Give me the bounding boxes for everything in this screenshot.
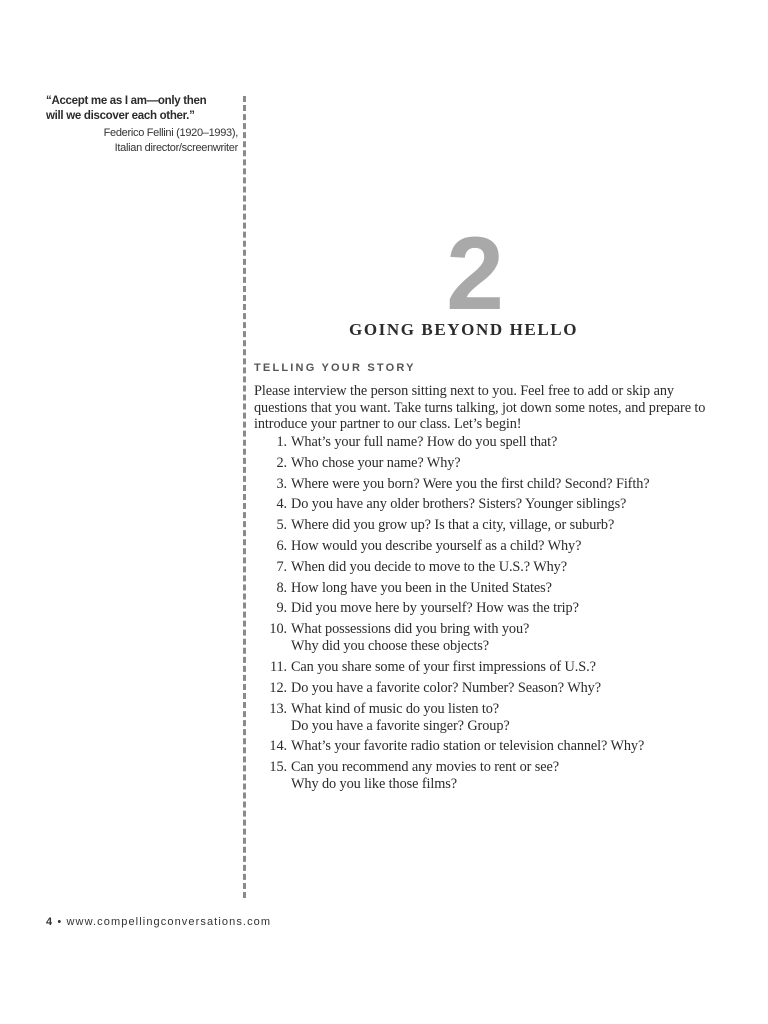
question-number: 6. xyxy=(276,537,287,554)
question-item xyxy=(254,434,714,451)
question-text: How long have you been in the United States? xyxy=(291,579,552,596)
question-text: Can you share some of your first impressions of U.S.? xyxy=(291,658,596,675)
question-text: What kind of music do you listen to? xyxy=(291,700,500,717)
question-text: Why did you choose these objects? xyxy=(291,638,489,655)
question-text: Where did you grow up? Is that a city, village, or suburb? xyxy=(291,517,615,534)
page-number: 4 xyxy=(46,916,54,928)
question-number: 8. xyxy=(276,579,287,596)
question-item xyxy=(254,580,714,597)
sidebar-quote xyxy=(46,94,238,156)
chapter-number: 2 xyxy=(446,216,504,332)
question-item xyxy=(254,496,714,513)
dashed-divider xyxy=(243,96,246,898)
question-number: 13. xyxy=(269,700,287,717)
page-footer xyxy=(46,916,271,928)
question-item xyxy=(254,559,714,576)
question-text: Do you have a favorite singer? Group? xyxy=(291,717,510,734)
question-text: What possessions did you bring with you? xyxy=(291,621,530,638)
quote-attribution: Federico Fellini (1920–1993), Italian director/screenwriter xyxy=(103,127,238,154)
question-number: 3. xyxy=(276,475,287,492)
question-text: How would you describe yourself as a child? Why? xyxy=(291,537,582,554)
question-text: Did you move here by yourself? How was the trip? xyxy=(291,600,579,617)
question-number: 4. xyxy=(276,496,287,513)
question-text: Can you recommend any movies to rent or see? xyxy=(291,759,559,776)
question-text: What’s your full name? How do you spell that? xyxy=(291,434,558,450)
footer-url: www.compellingconversations.com xyxy=(66,916,272,928)
question-number: 5. xyxy=(276,517,287,534)
question-text: Where were you born? Were you the first child? Second? Fifth? xyxy=(291,475,650,492)
question-item xyxy=(254,517,714,534)
question-item xyxy=(254,659,714,676)
quote-text: “Accept me as I am—only then will we discover each other.” xyxy=(46,95,207,122)
question-number: 1. xyxy=(276,434,287,450)
question-text: Do you have any older brothers? Sisters? Younger siblings? xyxy=(291,496,627,513)
question-item xyxy=(254,738,714,755)
question-list xyxy=(254,434,714,797)
question-text: Who chose your name? Why? xyxy=(291,454,461,471)
chapter-title: GOING BEYOND HELLO xyxy=(349,320,579,339)
question-item xyxy=(254,680,714,697)
question-item xyxy=(254,600,714,617)
question-number: 12. xyxy=(269,679,287,696)
question-item xyxy=(254,455,714,472)
question-number: 2. xyxy=(276,454,287,471)
question-item xyxy=(254,476,714,493)
question-number: 7. xyxy=(276,558,287,575)
question-item xyxy=(254,759,714,793)
footer-separator: • xyxy=(53,916,67,928)
question-item xyxy=(254,538,714,555)
question-number: 9. xyxy=(276,600,287,617)
question-number: 11. xyxy=(269,658,287,675)
question-number: 10. xyxy=(269,621,287,638)
question-item xyxy=(254,621,714,655)
section-intro: Please interview the person sitting next to you. Feel free to add or skip any questions that you want. Take turns talking, jot down some notes, and prepare to introduce your partner to our class. Let’s begin! xyxy=(254,383,706,432)
question-item xyxy=(254,701,714,735)
question-text: Why do you like those films? xyxy=(291,776,457,793)
question-text: When did you decide to move to the U.S.? Why? xyxy=(291,558,567,575)
section-heading: TELLING YOUR STORY xyxy=(254,362,416,374)
question-text: Do you have a favorite color? Number? Season? Why? xyxy=(291,679,601,696)
question-text: What’s your favorite radio station or television channel? Why? xyxy=(291,738,645,755)
question-number: 15. xyxy=(269,759,287,776)
question-number: 14. xyxy=(269,738,287,755)
